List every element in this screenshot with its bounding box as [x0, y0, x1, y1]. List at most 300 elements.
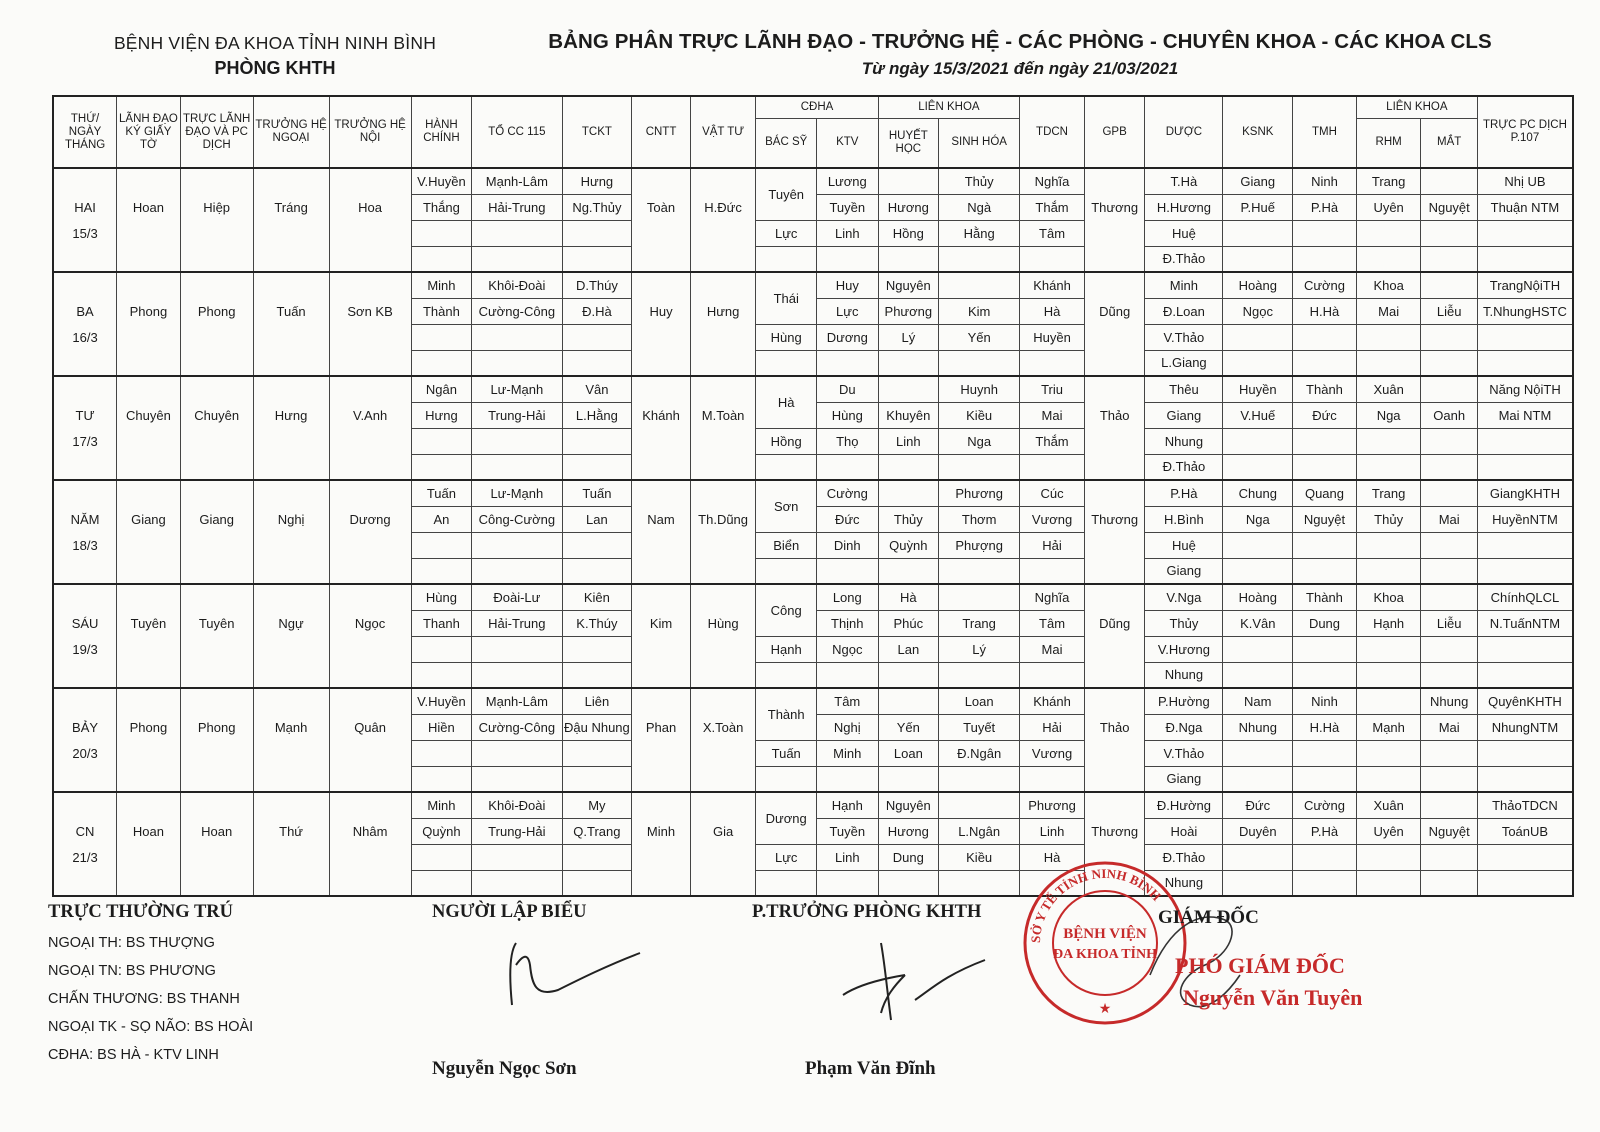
pharmacy-cell: V.Thảo — [1145, 740, 1223, 766]
leader-sign-cell — [117, 350, 181, 376]
rhm-cell: Uyên — [1356, 194, 1421, 220]
day-name — [53, 272, 117, 298]
head-surgery-cell: Ngự — [253, 610, 329, 636]
ktv-cell: Hùng — [816, 402, 878, 428]
leader-sign-cell — [117, 766, 181, 792]
leader-duty-cell: Tuyên — [180, 610, 253, 636]
leader-duty-cell — [180, 792, 253, 818]
table-row — [53, 766, 1573, 792]
resident-duty-block — [48, 902, 253, 1063]
pc-duty-cell: Nhị UB — [1477, 168, 1573, 194]
leader-duty-cell: Phong — [180, 714, 253, 740]
leader-duty-cell — [180, 168, 253, 194]
admin-cell — [411, 636, 472, 662]
pharmacy-cell: Huệ — [1145, 220, 1223, 246]
cntt-cell: Khánh — [632, 402, 690, 428]
resident-duty-line: CĐHA: BS HÀ - KTV LINH — [48, 1047, 219, 1063]
gpb-cell — [1084, 272, 1145, 298]
admin-cell — [411, 766, 472, 792]
tckt-cell — [562, 454, 632, 480]
biochemistry-cell: L.Ngân — [939, 818, 1020, 844]
head-internal-cell — [329, 376, 411, 402]
rhm-cell — [1356, 558, 1421, 584]
head-internal-cell — [329, 766, 411, 792]
ktv-cell: Tuyền — [816, 194, 878, 220]
tckt-cell: Hưng — [562, 168, 632, 194]
gpb-cell: Thảo — [1084, 714, 1145, 740]
pc-duty-cell: TrangNộiTH — [1477, 272, 1573, 298]
leader-sign-cell — [117, 636, 181, 662]
tmh-cell — [1293, 220, 1357, 246]
seal-text-line2: ĐA KHOA TỈNH — [1053, 947, 1157, 962]
pharmacy-cell: Giang — [1145, 766, 1223, 792]
head-internal-cell — [329, 740, 411, 766]
tdcn-cell — [1020, 558, 1085, 584]
ktv-cell — [816, 766, 878, 792]
head-surgery-cell — [253, 662, 329, 688]
eye-cell — [1421, 740, 1477, 766]
day-name: BA — [53, 298, 117, 324]
pharmacy-cell: Đ.Thảo — [1145, 454, 1223, 480]
tdcn-cell: Tâm — [1020, 610, 1085, 636]
hematology-cell — [878, 350, 939, 376]
tckt-cell — [562, 558, 632, 584]
supplies-cell — [690, 792, 756, 818]
rhm-cell: Mạnh — [1356, 714, 1421, 740]
biochemistry-cell — [939, 792, 1020, 818]
supplies-cell: Gia — [690, 818, 756, 844]
biochemistry-cell: Ngà — [939, 194, 1020, 220]
leader-sign-cell — [117, 428, 181, 454]
head-surgery-cell — [253, 246, 329, 272]
pc-duty-cell: N.TuấnNTM — [1477, 610, 1573, 636]
col-group-lienkhoa-1: LIÊN KHOA — [878, 96, 1020, 118]
cc115-cell: Trung-Hải — [472, 402, 562, 428]
hematology-cell: Hương — [878, 818, 939, 844]
pharmacy-cell: Đ.Nga — [1145, 714, 1223, 740]
tckt-cell — [562, 428, 632, 454]
pharmacy-cell: Thủy — [1145, 610, 1223, 636]
col-admin: HÀNH CHÍNH — [411, 96, 472, 168]
biochemistry-cell: Kiều — [939, 844, 1020, 870]
biochemistry-cell — [939, 558, 1020, 584]
ksnk-cell — [1223, 324, 1293, 350]
leader-duty-cell — [180, 480, 253, 506]
cc115-cell: Lư-Mạnh — [472, 480, 562, 506]
cntt-cell — [632, 480, 690, 506]
head-surgery-cell — [253, 220, 329, 246]
ktv-cell — [816, 558, 878, 584]
col-biochemistry: SINH HÓA — [939, 118, 1020, 168]
admin-cell: Hưng — [411, 402, 472, 428]
biochemistry-cell — [939, 454, 1020, 480]
supplies-cell — [690, 376, 756, 402]
biochemistry-cell: Trang — [939, 610, 1020, 636]
tmh-cell — [1293, 532, 1357, 558]
tdcn-cell: Linh — [1020, 818, 1085, 844]
ktv-cell: Lương — [816, 168, 878, 194]
pharmacy-cell: L.Giang — [1145, 350, 1223, 376]
tmh-cell: P.Hà — [1293, 194, 1357, 220]
tmh-cell: Dung — [1293, 610, 1357, 636]
supplies-cell — [690, 350, 756, 376]
day-name: 21/3 — [53, 844, 117, 870]
hematology-cell — [878, 870, 939, 896]
hematology-cell — [878, 558, 939, 584]
cntt-cell — [632, 324, 690, 350]
supplies-cell — [690, 844, 756, 870]
tdcn-cell: Thắm — [1020, 194, 1085, 220]
pc-duty-cell: Mai NTM — [1477, 402, 1573, 428]
pharmacy-cell: Giang — [1145, 558, 1223, 584]
head-surgery-cell: Tuấn — [253, 298, 329, 324]
day-name: 20/3 — [53, 740, 117, 766]
day-name — [53, 480, 117, 506]
resident-duty-line: NGOẠI TH: BS THƯỢNG — [48, 935, 215, 951]
supplies-cell: Th.Dũng — [690, 506, 756, 532]
table-row — [53, 688, 1573, 714]
biochemistry-cell — [939, 350, 1020, 376]
admin-cell: V.Huyền — [411, 168, 472, 194]
head-surgery-cell — [253, 740, 329, 766]
leader-sign-cell — [117, 584, 181, 610]
biochemistry-cell: Phượng — [939, 532, 1020, 558]
supplies-cell — [690, 428, 756, 454]
biochemistry-cell — [939, 584, 1020, 610]
cc115-cell — [472, 350, 562, 376]
head-surgery-cell: Nghị — [253, 506, 329, 532]
head-internal-cell — [329, 272, 411, 298]
tmh-cell: Cường — [1293, 272, 1357, 298]
pc-duty-cell — [1477, 324, 1573, 350]
head-internal-cell: V.Anh — [329, 402, 411, 428]
leader-duty-cell — [180, 662, 253, 688]
supplies-cell — [690, 324, 756, 350]
cc115-cell — [472, 636, 562, 662]
tckt-cell: Kiên — [562, 584, 632, 610]
tmh-cell — [1293, 662, 1357, 688]
leader-duty-cell — [180, 844, 253, 870]
cntt-cell — [632, 532, 690, 558]
resident-duty-line: CHẤN THƯƠNG: BS THANH — [48, 991, 240, 1007]
eye-cell — [1421, 870, 1477, 896]
pc-duty-cell: HuyềnNTM — [1477, 506, 1573, 532]
cc115-cell — [472, 454, 562, 480]
admin-cell — [411, 558, 472, 584]
admin-cell: Minh — [411, 272, 472, 298]
head-internal-cell — [329, 350, 411, 376]
leader-sign-cell — [117, 272, 181, 298]
cc115-cell: Hải-Trung — [472, 194, 562, 220]
gpb-cell: Dũng — [1084, 298, 1145, 324]
rhm-cell — [1356, 740, 1421, 766]
head-surgery-cell — [253, 558, 329, 584]
tmh-cell — [1293, 350, 1357, 376]
col-head-internal: TRƯỞNG HỆ NỘI — [329, 96, 411, 168]
table-row — [53, 532, 1573, 558]
supplies-cell — [690, 480, 756, 506]
day-name — [53, 376, 117, 402]
head-surgery-cell — [253, 688, 329, 714]
biochemistry-cell: Kim — [939, 298, 1020, 324]
gpb-cell: Thương — [1084, 506, 1145, 532]
tdcn-cell: Phương — [1020, 792, 1085, 818]
ktv-cell — [816, 246, 878, 272]
admin-cell: V.Huyền — [411, 688, 472, 714]
admin-cell: Tuấn — [411, 480, 472, 506]
cntt-cell — [632, 636, 690, 662]
gpb-cell — [1084, 350, 1145, 376]
rhm-cell — [1356, 350, 1421, 376]
head-surgery-cell — [253, 766, 329, 792]
tckt-cell: Tuấn — [562, 480, 632, 506]
head-surgery-cell: Tráng — [253, 194, 329, 220]
tckt-cell — [562, 662, 632, 688]
ktv-cell: Long — [816, 584, 878, 610]
biochemistry-cell: Hằng — [939, 220, 1020, 246]
rhm-cell — [1356, 688, 1421, 714]
ksnk-cell: Hoàng — [1223, 584, 1293, 610]
col-rhm: RHM — [1356, 118, 1421, 168]
admin-cell: Thanh — [411, 610, 472, 636]
rhm-cell — [1356, 454, 1421, 480]
head-surgery-cell: Hưng — [253, 402, 329, 428]
table-row — [53, 740, 1573, 766]
supplies-cell — [690, 272, 756, 298]
leader-sign-cell: Giang — [117, 506, 181, 532]
col-cntt: CNTT — [632, 96, 690, 168]
head-surgery-cell — [253, 168, 329, 194]
ktv-cell — [816, 454, 878, 480]
ksnk-cell: Ngọc — [1223, 298, 1293, 324]
cc115-cell: Hải-Trung — [472, 610, 562, 636]
leader-sign-cell — [117, 532, 181, 558]
col-supplies: VẬT TƯ — [690, 96, 756, 168]
rhm-cell: Trang — [1356, 480, 1421, 506]
cntt-cell — [632, 662, 690, 688]
doctor-cell — [756, 558, 817, 584]
leader-sign-cell: Phong — [117, 298, 181, 324]
eye-cell — [1421, 792, 1477, 818]
ksnk-cell — [1223, 766, 1293, 792]
ksnk-cell — [1223, 428, 1293, 454]
tckt-cell: D.Thúy — [562, 272, 632, 298]
gpb-cell — [1084, 324, 1145, 350]
ksnk-cell — [1223, 636, 1293, 662]
table-row — [53, 480, 1573, 506]
tdcn-cell: Triu — [1020, 376, 1085, 402]
hematology-cell: Hương — [878, 194, 939, 220]
tckt-cell: Ng.Thủy — [562, 194, 632, 220]
cntt-cell: Huy — [632, 298, 690, 324]
hematology-cell: Lan — [878, 636, 939, 662]
eye-cell: Liễu — [1421, 298, 1477, 324]
tdcn-cell: Nghĩa — [1020, 584, 1085, 610]
gpb-cell — [1084, 376, 1145, 402]
eye-cell — [1421, 168, 1477, 194]
cntt-cell: Toàn — [632, 194, 690, 220]
tdcn-cell — [1020, 246, 1085, 272]
col-pc-duty: TRỰC PC DỊCH P.107 — [1477, 96, 1573, 168]
pharmacy-cell: H.Bình — [1145, 506, 1223, 532]
tckt-cell — [562, 870, 632, 896]
ksnk-cell — [1223, 246, 1293, 272]
tmh-cell: Cường — [1293, 792, 1357, 818]
eye-cell: Nguyệt — [1421, 818, 1477, 844]
head-internal-cell — [329, 636, 411, 662]
pc-duty-cell: T.NhungHSTC — [1477, 298, 1573, 324]
head-surgery-cell — [253, 636, 329, 662]
table-row — [53, 870, 1573, 896]
eye-cell — [1421, 454, 1477, 480]
pc-duty-cell — [1477, 870, 1573, 896]
biochemistry-cell: Yến — [939, 324, 1020, 350]
eye-cell — [1421, 220, 1477, 246]
ktv-cell: Thịnh — [816, 610, 878, 636]
head-surgery-cell — [253, 350, 329, 376]
day-name: BẢY — [53, 714, 117, 740]
head-internal-cell: Ngọc — [329, 610, 411, 636]
hematology-cell — [878, 766, 939, 792]
head-internal-cell: Sơn KB — [329, 298, 411, 324]
rhm-cell — [1356, 662, 1421, 688]
day-name — [53, 662, 117, 688]
tmh-cell — [1293, 324, 1357, 350]
leader-sign-cell — [117, 480, 181, 506]
preparer-signature — [498, 935, 648, 1035]
eye-cell: Mai — [1421, 506, 1477, 532]
table-row — [53, 558, 1573, 584]
ktv-cell: Dinh — [816, 532, 878, 558]
supplies-cell — [690, 558, 756, 584]
gpb-cell — [1084, 246, 1145, 272]
biochemistry-cell — [939, 870, 1020, 896]
admin-cell: Quỳnh — [411, 818, 472, 844]
ktv-cell: Huy — [816, 272, 878, 298]
hematology-cell: Nguyên — [878, 792, 939, 818]
eye-cell — [1421, 480, 1477, 506]
rhm-cell — [1356, 428, 1421, 454]
document-title: BẢNG PHÂN TRỰC LÃNH ĐẠO - TRƯỞNG HỆ - CÁC PHÒNG - CHUYÊN KHOA - CÁC KHOA CLS — [548, 30, 1492, 53]
ksnk-cell — [1223, 844, 1293, 870]
leader-duty-cell — [180, 532, 253, 558]
biochemistry-cell — [939, 766, 1020, 792]
admin-cell — [411, 246, 472, 272]
cc115-cell: Cường-Công — [472, 298, 562, 324]
ktv-cell: Nghị — [816, 714, 878, 740]
leader-sign-cell — [117, 558, 181, 584]
ktv-cell: Đức — [816, 506, 878, 532]
rhm-cell: Hạnh — [1356, 610, 1421, 636]
pharmacy-cell: T.Hà — [1145, 168, 1223, 194]
tckt-cell — [562, 740, 632, 766]
seal-star-icon: ★ — [1098, 1000, 1112, 1016]
tdcn-cell: Hà — [1020, 844, 1085, 870]
pc-duty-cell — [1477, 350, 1573, 376]
doctor-cell: Hà — [756, 376, 817, 428]
leader-sign-cell: Hoan — [117, 194, 181, 220]
pc-duty-cell: ToánUB — [1477, 818, 1573, 844]
supplies-cell — [690, 740, 756, 766]
cc115-cell: Mạnh-Lâm — [472, 168, 562, 194]
leader-sign-cell — [117, 376, 181, 402]
vice-director-name: Nguyễn Văn Tuyên — [1183, 985, 1363, 1010]
supplies-cell: Hưng — [690, 298, 756, 324]
pharmacy-cell: V.Nga — [1145, 584, 1223, 610]
day-name: TƯ — [53, 402, 117, 428]
admin-cell — [411, 428, 472, 454]
admin-cell: Hùng — [411, 584, 472, 610]
biochemistry-cell — [939, 662, 1020, 688]
tmh-cell — [1293, 454, 1357, 480]
biochemistry-cell: Phương — [939, 480, 1020, 506]
tckt-cell: Đậu Nhung — [562, 714, 632, 740]
ksnk-cell — [1223, 558, 1293, 584]
cc115-cell: Khôi-Đoài — [472, 792, 562, 818]
hematology-cell: Loan — [878, 740, 939, 766]
hematology-cell: Thủy — [878, 506, 939, 532]
ktv-cell: Thọ — [816, 428, 878, 454]
table-row — [53, 168, 1573, 194]
leader-sign-cell — [117, 168, 181, 194]
admin-cell: Thắng — [411, 194, 472, 220]
cc115-cell — [472, 740, 562, 766]
eye-cell — [1421, 272, 1477, 298]
hematology-cell: Phương — [878, 298, 939, 324]
ksnk-cell: Chung — [1223, 480, 1293, 506]
tdcn-cell: Nghĩa — [1020, 168, 1085, 194]
pharmacy-cell: H.Hương — [1145, 194, 1223, 220]
doctor-cell: Tuyên — [756, 168, 817, 220]
cc115-cell — [472, 428, 562, 454]
gpb-cell — [1084, 454, 1145, 480]
tckt-cell: Lan — [562, 506, 632, 532]
head-internal-cell — [329, 246, 411, 272]
hematology-cell — [878, 246, 939, 272]
col-pharmacy: DƯỢC — [1145, 96, 1223, 168]
supplies-cell — [690, 584, 756, 610]
tdcn-cell — [1020, 766, 1085, 792]
tmh-cell — [1293, 766, 1357, 792]
tckt-cell — [562, 636, 632, 662]
doctor-cell — [756, 662, 817, 688]
hematology-cell — [878, 662, 939, 688]
col-ksnk: KSNK — [1223, 96, 1293, 168]
hematology-cell: Yến — [878, 714, 939, 740]
biochemistry-cell: Thủy — [939, 168, 1020, 194]
cntt-cell: Kim — [632, 610, 690, 636]
eye-cell — [1421, 428, 1477, 454]
leader-sign-cell: Chuyên — [117, 402, 181, 428]
pharmacy-cell: P.Hà — [1145, 480, 1223, 506]
head-surgery-cell: Mạnh — [253, 714, 329, 740]
ksnk-cell: V.Huế — [1223, 402, 1293, 428]
tckt-cell: My — [562, 792, 632, 818]
biochemistry-cell: Tuyết — [939, 714, 1020, 740]
supplies-cell — [690, 532, 756, 558]
tmh-cell: P.Hà — [1293, 818, 1357, 844]
organization-name: BỆNH VIỆN ĐA KHOA TỈNH NINH BÌNH — [113, 33, 437, 53]
supplies-cell — [690, 662, 756, 688]
pc-duty-cell — [1477, 662, 1573, 688]
ktv-cell: Linh — [816, 844, 878, 870]
day-name: 18/3 — [53, 532, 117, 558]
hematology-cell — [878, 454, 939, 480]
rhm-cell: Uyên — [1356, 818, 1421, 844]
leader-duty-cell — [180, 428, 253, 454]
cntt-cell: Nam — [632, 506, 690, 532]
cc115-cell — [472, 246, 562, 272]
